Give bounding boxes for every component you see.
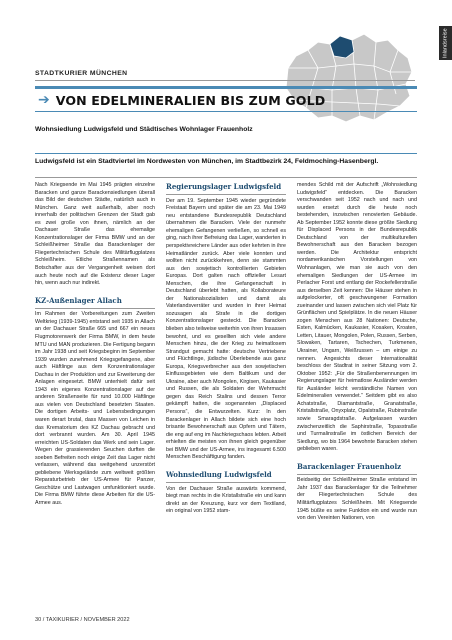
article-column-1	[35, 182, 155, 508]
section-heading: Regierungslager Ludwigsfeld	[166, 182, 282, 191]
divider	[297, 474, 417, 475]
lead-text: Ludwigsfeld ist ein Stadtviertel im Nordwesten von München, im Stadtbezirk 24, Feldmoching-Hasenbergl.	[35, 158, 379, 165]
section-tab-label: Inlandsreise	[442, 28, 449, 58]
section-tab	[439, 26, 452, 60]
paragraph: Nach Kriegsende im Mai 1945 prägten einzelne Baracken und ganze Barackensiedlungen überall das Bild der deutschen Städte, natürlich auch in München. Ganz weit außerhalb, aber noch innerhalb der politischen Grenzen der Stadt gab es zwei große von ihnen, nämlich an der Dachauer Straße das ehemalige Konzentrationslager der Firma BMW und an der Schleißheimer Straße das Barackenlager der Fliegertechnischen Schule des Militärflugplatzes Schleißheim. Etliche Straßennamen als Botschafter aus der Vergangenheit weisen dort auch heute noch auf die Existenz dieser Lager hin, wenn auch nur indirekt.	[35, 182, 155, 287]
kicker: STADTKURIER MÜNCHEN	[35, 70, 415, 81]
subheadline: Wohnsiedlung Ludwigsfeld und Städtisches Wohnlager Frauenholz	[35, 126, 253, 133]
paragraph: Beidseitig der Schleißheimer Straße entstand im Jahr 1937 das Barackenlager für die Teilnehmer der Fliegertechnischen Schule des Militärflugplatzes Schleißheim. Mit Kriegsende 1945 büßte es seine Funktion ein und wurde nun von den Vereinten Nationen, von	[297, 477, 417, 522]
paragraph: Im Rahmen der Vorbereitungen zum Zweiten Weltkrieg (1939-1945) entstand seit 1935 in Allach an der Dachauer Straße 665 und 667 ein neues Flugmotorenwerk der Firma BMW, in dem heute MTU und MAN produzieren. Die Fertigung begann im Jahr 1938 und seit Kriegsbeginn im September 1939 wurden zunehmend Kriegsgefangene, aber auch Häftlinge aus dem Konzentrationslager Dachau in der Produktion und zur Erweiterung der Anlagen eingesetzt. BMW unterhielt dafür seit 1943 ein eigenes Konzentrationslager auf der anderen Straßenseite für rund 10.000 Häftlinge aus vielen von Deutschland besetzten Staaten. Die dortigen Arbeits- und Lebensbedingungen waren derart brutal, dass Massen von Leichen in das Krematorium des KZ Dachau gebracht und dort verbrannt wurden. Am 30. April 1945 erreichten US-Soldaten das Werk und sein Lager. Wegen der grassierenden Seuchen durften die soeben Befreiten noch einige Zeit das Lager nicht verlassen, während das weitgehend unzerstört gebliebene Werksgelände zum weltweit größten Reparaturbetrieb der US-Armee für Panzer, Geschütze und Lastwagen umfunktioniert wurde. Die Firma BMW führte diese Arbeiten für die US-Armee aus.	[35, 311, 155, 507]
section-heading: Barackenlager Frauenholz	[297, 461, 402, 471]
page-footer: 30 / TAXIKURIER / NOVEMBER 2022	[35, 617, 130, 623]
article-column-2	[166, 182, 286, 516]
paragraph: Der am 19. September 1945 wieder gegründete Freistaat Bayern und später die am 23. Mai 1949 neu entstandene Bundesrepublik Deutschland übernahmen die Baracken. Viele der nunmehr ehemaligen Gefangenen verließen, so schnell es ging, nach ihrer Befreiung das Lager, wanderten in perspektivreichere Länder aus oder kehrten in ihre Heimatländer zurück. Aber viele konnten und wollten nicht zurückkehren, denn sie stammten aus den sowjetisch kontrollierten Gebieten Europas. Dort galten nach offizieller Lesart Menschen, die ihre Gefangenschaft in Deutschland überlebt hatten, als Kollaborateure der Nationalsozialisten und damit als Vaterlandsverräter und wurden in ihrer Heimat sozusagen als Strafe in die dortigen Konzentrationslager gesteckt. Die Baracken blieben also teilweise weiterhin von ihren Insassen bewohnt, und es gesellten sich viele andere Menschen hinzu, die der Krieg zu heimatlosem Strandgut gemacht hatte: deutsche Vertriebene und Flüchtlinge, jüdische Überlebende aus ganz Europa, Kriegsverbrecher aus den sowjetischen Einflussgebieten wie dem Baltikum und der Ukraine, aber auch Mongolen, Kirgisen, Kaukasier und Russen, die als Soldaten der Wehrmacht gegen das Reich Stalins und dessen Terror gekämpft hatten, die sogenannten „Displaced Persons“, die Entwurzelten. Kurz: In den Barackenlager in Allach bildete sich eine hoch brisante Bewohnerschaft aus Opfern und Tätern, die eng auf eng im Nachkriegschaos lebten. Arbeit erhielten die meisten von ihnen gleich gegenüber bei BMW und der US-Armee, ins insgesamt 6.500 Menschen Beschäftigung fanden.	[166, 197, 286, 461]
divider	[166, 194, 286, 195]
section-heading: KZ-Außenlager Allach	[35, 295, 122, 305]
paragraph: mendes Schild mit der Aufschrift „Wohnsiedlung Ludwigsfeld“ entdecken. Die Baracken verschwanden seit 1952 nach und nach und wurden ersetzt durch die heute noch bestehenden, inzwischen renovierten Gebäude. Ab September 1952 konnte diese größte Siedlung für Displaced Persons in der Bundesrepublik Deutschland von der multikulturellen Bewohnerschaft aus den Baracken bezogen werden. Die Architektur entspricht nordamerikanischen Vorstellungen von Wohnanlagen, wie man sie auch von den ehemaligen Siedlungen der US-Armee im Perlacher Forst und entlang der Rockefellerstraße aus derselben Zeit kennen: Die Häuser stehen in aufgelockerter, oft geschwungener Formation zueinander und lassen zwischen sich viel Platz für Grünflächen und Spielplätze. In die neuen Häuser zogen Menschen aus 28 Nationen: Deutsche, Esten, Kalmücken, Kaukasier, Kosaken, Kroaten, Letten, Litauer, Mongolen, Polen, Russen, Serben, Slowaken, Tartaren, Tschechen, Turkmenen, Ukrainer, Ungarn, Weißrussen – um einige zu nennen. Angesichts dieser Internationalität beschloss der Stadtrat in seiner Sitzung vom 2. Oktober 1952: „Für die Straßenbenennungen im Regierungslager für heimatlose Ausländer werden für Ausländer leicht verständliche Namen von Edelmineralien verwendet.“ Seitdem gibt es also Achatstraße, Diamantstraße, Granatstraße, Kristallstraße, Onyxplatz, Opalstraße, Rubinstraße sowie Smaragdstraße. Aufgelassen wurden zwischenzeitlich die Saphirstraße, Topasstraße und Turmalinstraße im östlichen Bereich der Siedlung, wo bis 1964 bewohnte Baracken stehen geblieben waren.	[297, 182, 417, 453]
paragraph: Von der Dachauer Straße auswärts kommend, biegt man rechts in die Kristallstraße ein und kann direkt an der Kreuzung, kurz vor dem Textiland, ein original von 1952 stam-	[166, 485, 286, 515]
divider	[35, 177, 417, 178]
map-highlight-district	[330, 36, 354, 58]
page-title: VON EDELMINERALIEN BIS ZUM GOLD	[55, 92, 326, 108]
divider	[35, 153, 417, 154]
headline-bar	[35, 86, 417, 112]
section-heading: Wohnsiedlung Ludwigsfeld	[166, 469, 272, 479]
article-column-3	[297, 182, 417, 523]
arrow-right-icon: ➔	[38, 92, 50, 108]
divider	[35, 308, 155, 309]
divider	[166, 482, 286, 483]
